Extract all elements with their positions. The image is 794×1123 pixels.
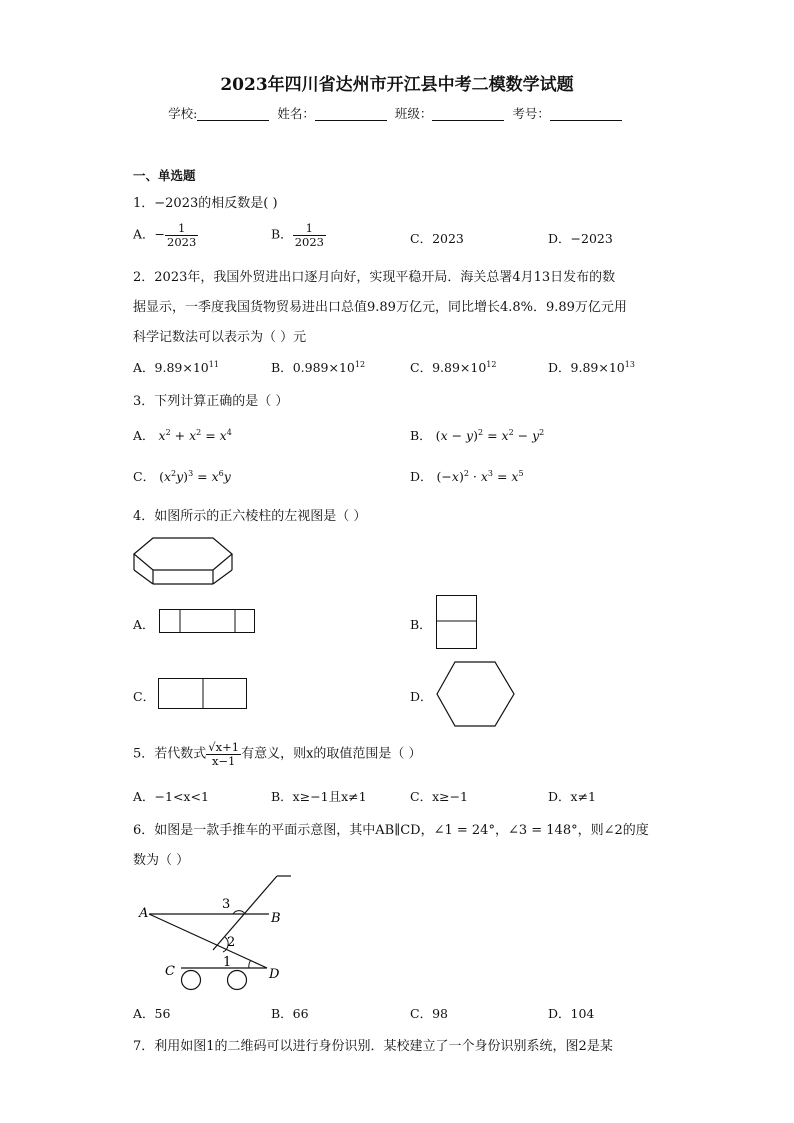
fig-label-b: B bbox=[271, 911, 281, 926]
q4-option-a-figure bbox=[159, 609, 256, 634]
q1-a-label: A． bbox=[133, 226, 155, 242]
q2-option-c bbox=[410, 358, 496, 376]
page-title: 2023年四川省达州市开江县中考二模数学试题 bbox=[220, 75, 574, 95]
q5-option-c: C．x≥−1 bbox=[410, 789, 469, 804]
fig-angle-3: 3 bbox=[222, 897, 231, 912]
q7-line-1: 7．利用如图1的二维码可以进行身份识别．某校建立了一个身份识别系统，图2是某 bbox=[133, 1039, 613, 1054]
q2-b-base: 0.989×10 bbox=[292, 360, 355, 375]
q4-c-label: C． bbox=[133, 689, 156, 704]
q3-option-a bbox=[133, 426, 232, 444]
number-blank[interactable] bbox=[550, 108, 622, 121]
q3-option-b bbox=[410, 426, 544, 444]
q4-d-label: D． bbox=[410, 689, 433, 704]
q1-a-den: 2023 bbox=[167, 234, 197, 249]
q3-c-math: $(x^2y)^3 = x^6y$ bbox=[159, 469, 231, 484]
q2-d-exp: 13 bbox=[624, 360, 635, 369]
class-blank[interactable] bbox=[432, 108, 504, 121]
q2-option-b bbox=[271, 358, 365, 376]
name-label: 姓名： bbox=[277, 106, 315, 121]
q2-option-a bbox=[133, 358, 219, 376]
q1-option-a: A．− $\frac{1}{2023}$ bbox=[133, 221, 197, 249]
q5-option-b: B．x≥−1且x≠1 bbox=[271, 789, 367, 804]
q2-a-label: A． bbox=[133, 360, 155, 375]
q1-b-fraction bbox=[293, 222, 326, 248]
q5-stem-post: 有意义，则x的取值范围是（ ） bbox=[241, 746, 422, 762]
q2-d-base: 9.89×10 bbox=[570, 360, 625, 375]
q3-b-label: B． bbox=[410, 428, 432, 443]
q4-option-d-figure bbox=[436, 660, 516, 728]
fig-label-a: A bbox=[139, 906, 149, 921]
q5-num: √x+1 bbox=[208, 740, 240, 754]
fig-label-c: C bbox=[165, 964, 175, 979]
q3-a-label: A． bbox=[133, 428, 155, 443]
q1-b-label: B． bbox=[271, 226, 293, 242]
handcart-figure bbox=[135, 870, 295, 995]
q1-option-d: D．−2023 bbox=[548, 231, 613, 246]
q2-option-d bbox=[548, 358, 635, 376]
q2-c-base: 9.89×10 bbox=[432, 360, 487, 375]
q4-stem: 4．如图所示的正六棱柱的左视图是（ ） bbox=[133, 509, 367, 524]
q3-option-c bbox=[133, 467, 231, 485]
q4-option-c-figure bbox=[158, 678, 248, 710]
q6-option-d: D．104 bbox=[548, 1006, 595, 1021]
q4-option-b-figure bbox=[436, 595, 478, 650]
q2-line-2: 据显示，一季度我国货物贸易进出口总值9.89万亿元，同比增长4.8%．9.89万亿元用 bbox=[133, 300, 627, 315]
q2-c-label: C． bbox=[410, 360, 433, 375]
q2-a-base: 9.89×10 bbox=[154, 360, 209, 375]
class-label: 班级： bbox=[394, 106, 433, 121]
q4-a-label: A． bbox=[133, 617, 155, 632]
q2-b-exp: 12 bbox=[354, 360, 366, 369]
fig-angle-1: 1 bbox=[223, 955, 232, 970]
q1-b-num: 1 bbox=[293, 222, 326, 236]
q6-option-a: A．56 bbox=[133, 1006, 171, 1021]
q6-option-c: C．98 bbox=[410, 1006, 448, 1021]
school-blank[interactable] bbox=[197, 108, 269, 121]
q1-stem: 1．−2023的相反数是( ) bbox=[133, 196, 278, 211]
number-label: 考号： bbox=[512, 106, 550, 121]
q1-a-fraction bbox=[165, 222, 198, 248]
q2-b-label: B． bbox=[271, 360, 293, 375]
q1-b-den: 2023 bbox=[294, 234, 324, 249]
name-blank[interactable] bbox=[315, 108, 387, 121]
q5-option-a: A．−1<x<1 bbox=[133, 789, 209, 804]
q6-line-1: 6．如图是一款手推车的平面示意图，其中AB∥CD，∠1 = 24°，∠3 = 148°，则∠2的度 bbox=[133, 823, 649, 838]
q5-stem bbox=[133, 741, 422, 767]
section-heading: 一、单选题 bbox=[133, 168, 196, 183]
q3-d-label: D． bbox=[410, 469, 433, 484]
q1-option-b bbox=[271, 222, 326, 248]
q1-a-num: 1 bbox=[165, 222, 198, 236]
q3-a-math: $x^2 + x^2 = x^4$ bbox=[158, 428, 232, 443]
q2-a-exp: 11 bbox=[208, 360, 219, 369]
q5-fraction bbox=[206, 741, 241, 767]
q5-option-d: D．x≠1 bbox=[548, 789, 596, 804]
q5-stem-pre: 5．若代数式 bbox=[133, 746, 207, 762]
fig-angle-2: 2 bbox=[227, 935, 236, 950]
q6-line-2: 数为（ ） bbox=[133, 853, 190, 868]
q3-b-math: $(x - y)^2 = x^2 - y^2$ bbox=[435, 428, 545, 443]
q3-d-math: $(-x)^2 \cdot x^3 = x^5$ bbox=[436, 469, 524, 484]
q2-d-label: D． bbox=[548, 360, 571, 375]
hexagonal-prism-figure bbox=[133, 530, 233, 586]
q1-option-c: C．2023 bbox=[410, 231, 464, 246]
school-label: 学校: bbox=[168, 106, 198, 121]
q3-stem: 3．下列计算正确的是（ ） bbox=[133, 394, 289, 409]
q4-b-label: B． bbox=[410, 617, 432, 632]
q6-option-b: B．66 bbox=[271, 1006, 309, 1021]
fig-label-d: D bbox=[269, 967, 280, 982]
student-info-line bbox=[0, 104, 794, 122]
q2-line-3: 科学记数法可以表示为（ ）元 bbox=[133, 330, 307, 345]
q3-c-label: C． bbox=[133, 469, 156, 484]
q5-den: x−1 bbox=[211, 753, 236, 768]
q2-c-exp: 12 bbox=[486, 360, 497, 369]
q3-option-d bbox=[410, 467, 524, 485]
q2-line-1: 2．2023年，我国外贸进出口逐月向好，实现平稳开局．海关总署4月13日发布的数 bbox=[133, 270, 616, 285]
